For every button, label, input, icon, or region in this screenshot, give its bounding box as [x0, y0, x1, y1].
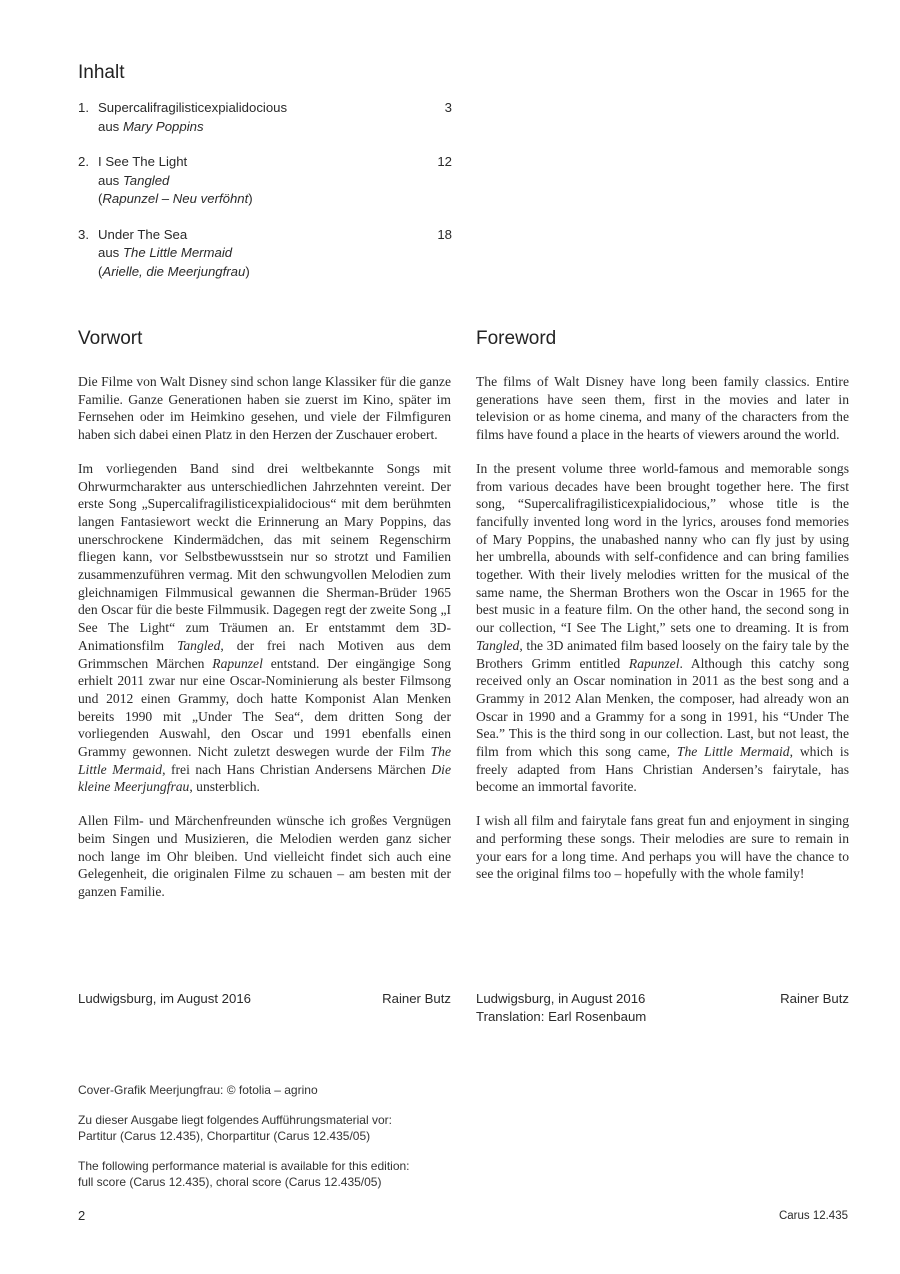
- note-line: Zu dieser Ausgabe liegt folgendes Aufführungsmaterial vor:: [78, 1113, 392, 1127]
- toc-item-3[interactable]: [78, 226, 452, 282]
- toc-item-number: 3.: [78, 226, 89, 242]
- toc-item-source-prefix: aus: [98, 118, 123, 134]
- text-run: , unsterblich.: [189, 779, 260, 795]
- performance-material-en: [78, 1158, 518, 1190]
- footer-notes: [78, 1082, 518, 1204]
- toc-item-source: The Little Mermaid: [122, 245, 233, 260]
- vorwort-paragraph-1: Die Filme von Walt Disney sind schon lange Klassiker für die ganze Familie. Ganze Generationen haben sie zuerst im Kino, später im Fernsehen oder im Heimkino gesehen, und viele der Filmfiguren haben sich dabei einen Platz in den Herzen der Zuschauer erobert.: [78, 374, 451, 443]
- film-title: The Little Mermaid: [78, 744, 451, 777]
- paren-open: (: [98, 263, 103, 279]
- vorwort-paragraph-3: Allen Film- und Märchenfreunden wünsche ich großes Vergnügen beim Singen und Musizieren, die Melodien werden ganz sicher noch lange im Ohr bleiben. Und vielleicht findet sich auch eine Gelegenheit, die originalen Filme zu schauen – am besten mit der ganzen Familie.: [78, 813, 451, 899]
- film-title: Rapunzel: [212, 655, 263, 671]
- vorwort-signature: [78, 990, 451, 1008]
- vorwort-author: Rainer Butz: [382, 991, 451, 1006]
- text-run: , which is freely adapted from Hans Christian Andersen’s fairytale, has become an immortal favorite.: [476, 744, 849, 795]
- toc-title: Inhalt: [78, 62, 125, 83]
- film-title: The Little Mermaid: [676, 744, 790, 760]
- film-title: Rapunzel: [628, 655, 680, 671]
- cover-credit: Cover-Grafik Meerjungfrau: © fotolia – agrino: [78, 1083, 318, 1097]
- toc-item-page: 12: [437, 154, 452, 169]
- note-line: Partitur (Carus 12.435), Chorpartitur (Carus 12.435/05): [78, 1129, 371, 1143]
- toc-item-source-prefix: aus: [98, 245, 123, 260]
- toc-item-source: Tangled: [122, 172, 170, 188]
- toc-item-title: Under The Sea: [98, 226, 188, 242]
- text-run: , frei nach Hans Christian Andersens Märchen: [162, 761, 432, 777]
- catalog-number: Carus 12.435: [778, 1210, 848, 1222]
- toc-item-title: Supercalifragilisticexpialidocious: [98, 100, 288, 115]
- text-run: entstand. Der eingängige Song erhielt 2011 zwar nur eine Oscar-Nominierung als bester Filmsong und 2012 einen Grammy, doch hatte Komponist Alan Menken bereits 1990 mit „Under The Sea“, dem dritten Song der vorliegenden Auswahl, den Oscar und 1991 ebenfalls einen Grammy gewonnen. Nicht zuletzt deswegen wurde der Film: [78, 655, 451, 760]
- foreword-paragraph-2: [476, 460, 849, 796]
- foreword-place-date: Ludwigsburg, in August 2016: [476, 991, 646, 1006]
- paren-close: ): [248, 191, 253, 206]
- note-line: The following performance material is available for this edition:: [78, 1159, 410, 1173]
- film-title: Die kleine Meerjungfrau: [78, 761, 451, 795]
- table-of-contents: [78, 99, 452, 298]
- foreword-signature: [476, 990, 849, 1025]
- toc-item-number: 2.: [78, 154, 89, 169]
- foreword-title: Foreword: [476, 328, 557, 349]
- foreword-author: Rainer Butz: [780, 991, 849, 1006]
- vorwort-paragraph-2: [78, 460, 451, 796]
- vorwort-body: [78, 373, 451, 917]
- page-number: 2: [78, 1208, 86, 1223]
- note-line: full score (Carus 12.435), choral score (Carus 12.435/05): [78, 1175, 382, 1189]
- foreword-paragraph-1: The films of Walt Disney have long been family classics. Entire generations have seen them, first in the movies and later in television or as home cinema, and many of the characters from the films have found a place in the hearts of viewers around the world.: [476, 374, 849, 443]
- toc-item-source-prefix: aus: [98, 172, 123, 188]
- foreword-paragraph-3: I wish all film and fairytale fans great fun and enjoyment in singing and performing these songs. Their melodies are sure to remain in your ears for a long time. And perhaps you will have the chance to see the original films too – hopefully with the whole family!: [476, 813, 849, 882]
- vorwort-title: Vorwort: [78, 328, 143, 349]
- paren-open: (: [98, 191, 103, 206]
- toc-item-2[interactable]: [78, 153, 452, 209]
- toc-item-1[interactable]: [78, 99, 452, 136]
- performance-material-de: [78, 1112, 518, 1144]
- toc-item-german-title: Rapunzel – Neu verföhnt: [102, 191, 249, 206]
- toc-item-number: 1.: [78, 100, 89, 115]
- text-run: In the present volume three world-famous and memorable songs from various decades have been brought together here. The first song, “Supercalifragilisticexpialidocious,” whose title is the fancifully invented long word in the lyrics, arouses fond memories of Mary Poppins, the unabashed nanny who can fly just by using her umbrella, abounds with self-confidence and can bring families together. With their lively melodies written for the musical of the same name, the Sherman Brothers won the Oscar in 1965 for the best music in a feature film. On the other hand, the second song in our collection, “I See The Light,” sets one to dreaming. It is from: [476, 460, 849, 636]
- text-run: , the 3D animated film based loosely on the fairy tale by the Brothers Grimm entitled: [476, 637, 849, 671]
- film-title: Tangled: [177, 637, 221, 653]
- paren-close: ): [245, 263, 250, 279]
- vorwort-place-date: Ludwigsburg, im August 2016: [78, 991, 252, 1006]
- toc-item-german-title: Arielle, die Meerjungfrau: [102, 263, 246, 279]
- toc-item-page: 18: [437, 226, 452, 242]
- text-run: , der frei nach Motiven aus dem Grimmschen Märchen: [78, 637, 451, 671]
- text-run: . Although this catchy song received only an Oscar nomination in 2011 as the best song and a Grammy in 2012 Alan Menken, the composer, had already won an Oscar in 1990 and a Grammy for a song in 1991, his “Under The Sea.” This is the third song in our collection. Last, but not least, the film from which this song came,: [476, 655, 849, 760]
- foreword-translator: Translation: Earl Rosenbaum: [476, 1008, 647, 1024]
- foreword-body: [476, 373, 849, 899]
- toc-item-source: Mary Poppins: [122, 118, 204, 134]
- toc-item-title: I See The Light: [98, 154, 188, 169]
- text-run: Im vorliegenden Band sind drei weltbekannte Songs mit Ohrwurmcharakter aus unterschiedlichen Jahrzehnten vereint. Der erste Song „Supercalifragilisticexpialidocious“ mit dem berühmten langen Fantasiewort weckt die Erinnerung an Mary Poppins, das unerschrockene Kindermädchen, das mit seinem Regenschirm fliegen kann, vor Selbstbewusstsein nur so strotzt und Familien zusammenzuführen vermag. Mit den schwungvollen Melodien zum gleichnamigen Filmmusical gewannen die Sherman-Brüder 1965 den Oscar für die beste Filmmusik. Dagegen regt der zweite Song „I See The Light“ zum Träumen an. Er entstammt dem 3D-Animationsfilm: [78, 460, 451, 653]
- toc-item-page: 3: [444, 100, 452, 115]
- film-title: Tangled: [476, 637, 520, 653]
